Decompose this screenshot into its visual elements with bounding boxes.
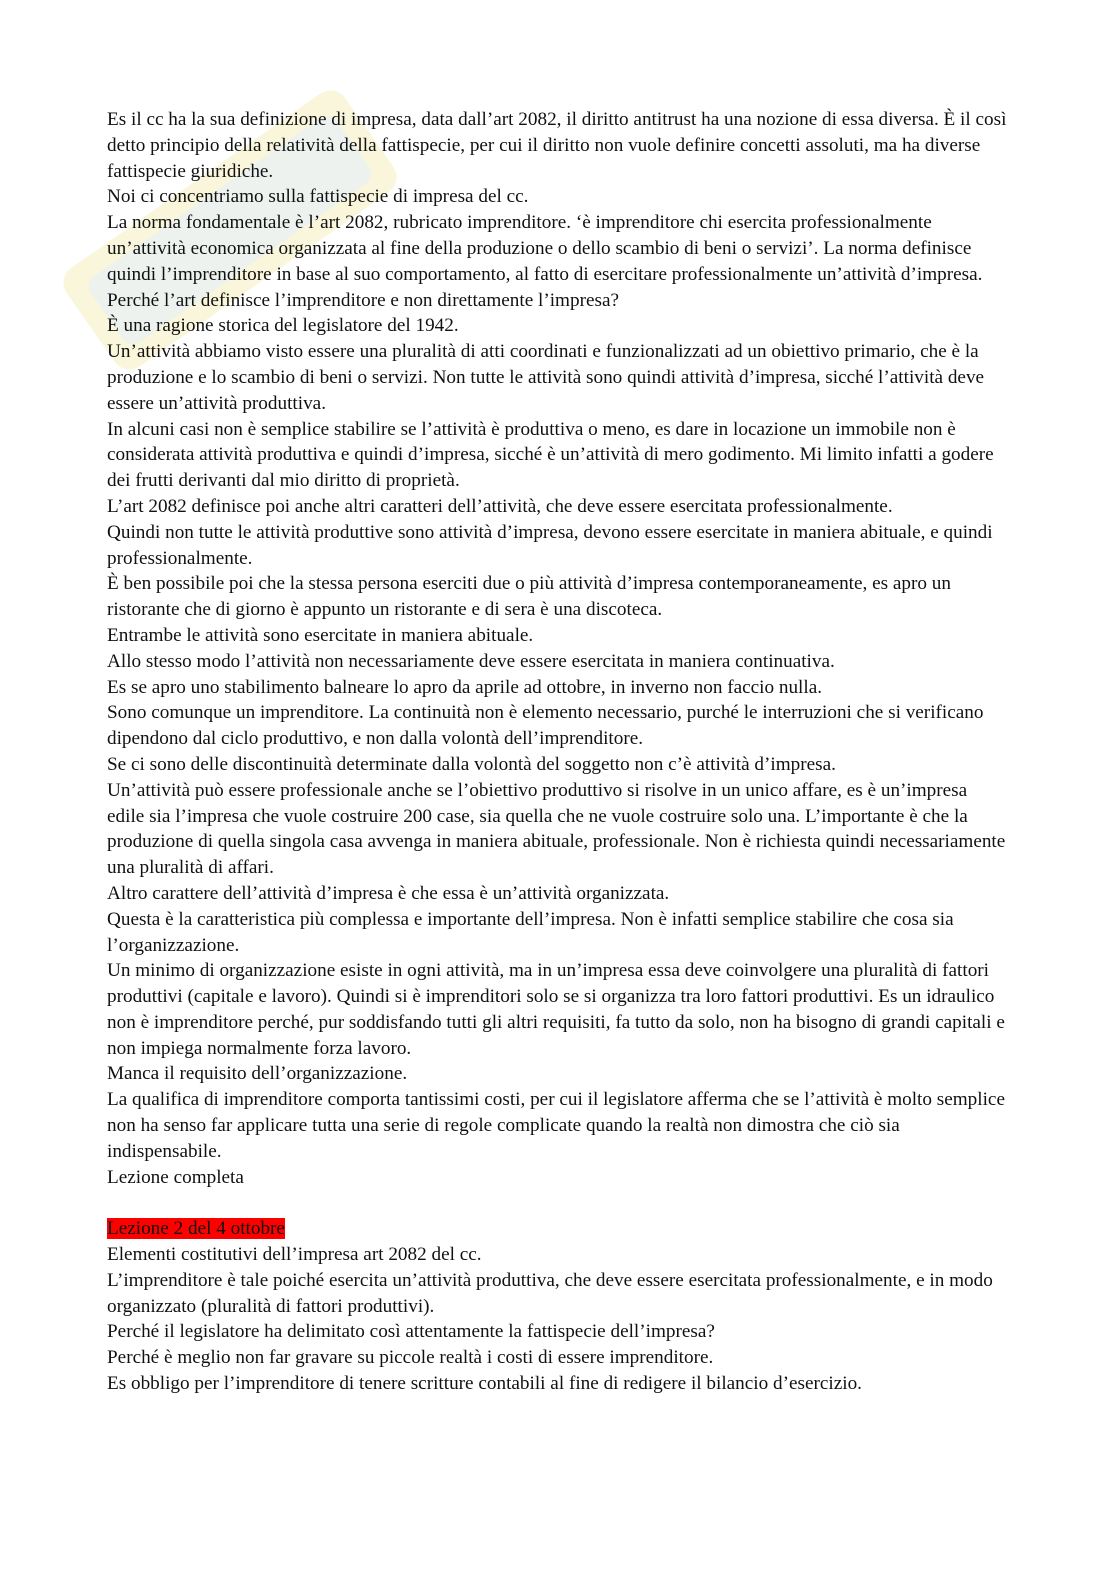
paragraph: La qualifica di imprenditore comporta tantissimi costi, per cui il legislatore afferma che se l’attività è molto semplice non ha senso far applicare tutta una serie di regole complicate quando la realtà non dimostra che ciò sia indispensabile.	[107, 1089, 1005, 1162]
paragraph: Un’attività abbiamo visto essere una pluralità di atti coordinati e funzionalizzati ad un obiettivo primario, che è la produzione e lo scambio di beni o servizi. Non tutte le attività sono quindi attività d’impresa, sicché l’attività deve essere un’attività produttiva.	[107, 341, 985, 414]
section-heading-line	[107, 1216, 1009, 1242]
paragraph: Un’attività può essere professionale anche se l’obiettivo produttivo si risolve in un unico affare, es è un’impresa edile sia l’impresa che vuole costruire 200 case, sia quella che ne vuole costruire solo una. L’importante è che la produzione di quella singola casa avvenga in maniera abituale, professionale. Non è richiesta quindi necessariamente una pluralità di affari.	[107, 779, 1006, 879]
paragraph: È ben possibile poi che la stessa persona eserciti due o più attività d’impresa contemporaneamente, es apro un ristorante che di giorno è appunto un ristorante e di sera è una discoteca.	[107, 573, 951, 621]
paragraph: Elementi costitutivi dell’impresa art 2082 del cc.	[107, 1244, 482, 1266]
paragraph: Allo stesso modo l’attività non necessariamente deve essere esercitata in maniera continuativa.	[107, 650, 835, 672]
paragraph: Es obbligo per l’imprenditore di tenere scritture contabili al fine di redigere il bilancio d’esercizio.	[107, 1373, 862, 1395]
section-heading: Lezione 2 del 4 ottobre	[107, 1218, 285, 1240]
paragraph: Se ci sono delle discontinuità determinate dalla volontà del soggetto non c’è attività d’impresa.	[107, 753, 836, 775]
paragraph: In alcuni casi non è semplice stabilire se l’attività è produttiva o meno, es dare in locazione un immobile non è considerata attività produttiva e quindi d’impresa, sicché è un’attività di mero godimento. Mi limito infatti a godere dei frutti derivanti dal mio diritto di proprietà.	[107, 418, 994, 492]
paragraph: Manca il requisito dell’organizzazione.	[107, 1063, 408, 1085]
paragraph: Sono comunque un imprenditore. La continuità non è elemento necessario, purché le interruzioni che si verificano dipendono dal ciclo produttivo, e non dalla volontà dell’imprenditore.	[107, 702, 984, 750]
paragraph: L’imprenditore è tale poiché esercita un’attività produttiva, che deve essere esercitata professionalmente, e in modo organizzato (pluralità di fattori produttivi).	[107, 1269, 993, 1317]
paragraph: Altro carattere dell’attività d’impresa è che essa è un’attività organizzata.	[107, 882, 670, 904]
blank-line	[107, 1190, 1009, 1216]
paragraph: Questa è la caratteristica più complessa e importante dell’impresa. Non è infatti semplice stabilire che cosa sia l’organizzazione.	[107, 908, 954, 956]
paragraph: Perché il legislatore ha delimitato così attentamente la fattispecie dell’impresa?	[107, 1321, 715, 1343]
document-body	[107, 107, 1009, 1397]
paragraph: Noi ci concentriamo sulla fattispecie di impresa del cc.	[107, 186, 529, 208]
paragraph: Entrambe le attività sono esercitate in maniera abituale.	[107, 624, 534, 646]
paragraph: Perché l’art definisce l’imprenditore e non direttamente l’impresa?	[107, 289, 619, 311]
paragraphs-after	[107, 1242, 1009, 1397]
paragraphs-before	[107, 107, 1009, 1190]
paragraph: Perché è meglio non far gravare su piccole realtà i costi di essere imprenditore.	[107, 1347, 714, 1369]
paragraph: Lezione completa	[107, 1166, 244, 1188]
paragraph: Quindi non tutte le attività produttive sono attività d’impresa, devono essere esercitate in maniera abituale, e quindi professionalmente.	[107, 521, 993, 569]
paragraph: È una ragione storica del legislatore del 1942.	[107, 315, 459, 337]
paragraph: Es se apro uno stabilimento balneare lo apro da aprile ad ottobre, in inverno non faccio nulla.	[107, 676, 823, 698]
paragraph: Es il cc ha la sua definizione di impresa, data dall’art 2082, il diritto antitrust ha una nozione di essa diversa. È il così detto principio della relatività della fattispecie, per cui il diritto non vuole definire concetti assoluti, ma ha diverse fattispecie giuridiche.	[107, 109, 1007, 182]
paragraph: Un minimo di organizzazione esiste in ogni attività, ma in un’impresa essa deve coinvolgere una pluralità di fattori produttivi (capitale e lavoro). Quindi si è imprenditori solo se si organizza tra loro fattori produttivi. Es un idraulico non è imprenditore perché, pur soddisfando tutti gli altri requisiti, fa tutto da solo, non ha bisogno di grandi capitali e non impiega normalmente forza lavoro.	[107, 960, 1005, 1059]
paragraph: La norma fondamentale è l’art 2082, rubricato imprenditore. ‘è imprenditore chi esercita professionalmente un’attività economica organizzata al fine della produzione o dello scambio di beni o servizi’. La norma definisce quindi l’imprenditore in base al suo comportamento, al fatto di esercitare professionalmente un’attività d’impresa.	[107, 212, 983, 285]
paragraph: L’art 2082 definisce poi anche altri caratteri dell’attività, che deve essere esercitata professionalmente.	[107, 495, 893, 517]
